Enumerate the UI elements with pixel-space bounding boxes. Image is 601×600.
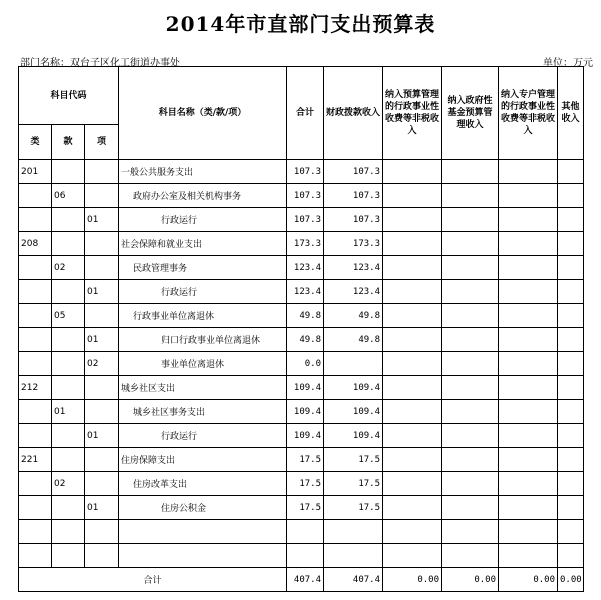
subject-name: 行政事业单位离退休 xyxy=(119,304,287,328)
header-total: 合计 xyxy=(287,67,324,160)
header-fiscal: 财政拨款收入 xyxy=(324,67,383,160)
total-value: 0.0 xyxy=(287,352,324,376)
header-col5: 纳入专户管理的行政事业性收费等非税收入 xyxy=(499,67,558,160)
code-kuan xyxy=(52,520,85,544)
code-xiang xyxy=(85,544,119,568)
col5-value xyxy=(499,400,558,424)
code-lei xyxy=(19,544,52,568)
header-xiang: 项 xyxy=(85,125,119,160)
total-value: 107.3 xyxy=(287,160,324,184)
col6-value xyxy=(558,328,584,352)
table-row xyxy=(19,424,584,448)
col5-value xyxy=(499,328,558,352)
fiscal-value: 49.8 xyxy=(324,328,383,352)
col5-value xyxy=(499,208,558,232)
subject-name: 行政运行 xyxy=(119,208,287,232)
col3-value xyxy=(383,496,442,520)
subject-name: 住房保障支出 xyxy=(119,448,287,472)
code-kuan xyxy=(52,496,85,520)
subject-name: 归口行政事业单位离退休 xyxy=(119,328,287,352)
col3-value xyxy=(383,424,442,448)
col3-value xyxy=(383,280,442,304)
total-value: 109.4 xyxy=(287,376,324,400)
col5-value xyxy=(499,496,558,520)
budget-table xyxy=(18,66,584,592)
subject-name xyxy=(119,544,287,568)
code-xiang: 01 xyxy=(85,424,119,448)
subject-name: 城乡社区事务支出 xyxy=(119,400,287,424)
code-kuan xyxy=(52,424,85,448)
code-kuan xyxy=(52,328,85,352)
total-col6: 0.00 xyxy=(558,568,584,592)
header-kuan: 款 xyxy=(52,125,85,160)
code-xiang: 01 xyxy=(85,328,119,352)
col5-value xyxy=(499,280,558,304)
code-kuan xyxy=(52,208,85,232)
subject-name: 事业单位离退休 xyxy=(119,352,287,376)
col5-value xyxy=(499,544,558,568)
header-col4: 纳入政府性基金预算管理收入 xyxy=(442,67,499,160)
total-value: 17.5 xyxy=(287,448,324,472)
subject-name: 一般公共服务支出 xyxy=(119,160,287,184)
code-lei xyxy=(19,400,52,424)
fiscal-value xyxy=(324,544,383,568)
total-value: 109.4 xyxy=(287,400,324,424)
col6-value xyxy=(558,496,584,520)
code-xiang xyxy=(85,184,119,208)
col6-value xyxy=(558,160,584,184)
unit-label: 单位：万元 xyxy=(543,58,593,69)
col4-value xyxy=(442,160,499,184)
col4-value xyxy=(442,304,499,328)
col4-value xyxy=(442,376,499,400)
subject-name: 城乡社区支出 xyxy=(119,376,287,400)
fiscal-value: 107.3 xyxy=(324,184,383,208)
total-col3: 0.00 xyxy=(383,568,442,592)
col5-value xyxy=(499,520,558,544)
fiscal-value xyxy=(324,352,383,376)
total-value: 49.8 xyxy=(287,304,324,328)
col3-value xyxy=(383,208,442,232)
table-row xyxy=(19,496,584,520)
col4-value xyxy=(442,400,499,424)
col6-value xyxy=(558,424,584,448)
col3-value xyxy=(383,448,442,472)
total-value: 107.3 xyxy=(287,184,324,208)
code-lei: 212 xyxy=(19,376,52,400)
fiscal-value: 109.4 xyxy=(324,424,383,448)
code-xiang: 01 xyxy=(85,280,119,304)
code-lei xyxy=(19,328,52,352)
code-xiang xyxy=(85,520,119,544)
table-row xyxy=(19,256,584,280)
col4-value xyxy=(442,328,499,352)
col5-value xyxy=(499,376,558,400)
col6-value xyxy=(558,304,584,328)
subject-name: 住房公积金 xyxy=(119,496,287,520)
fiscal-value: 109.4 xyxy=(324,376,383,400)
fiscal-value: 17.5 xyxy=(324,496,383,520)
fiscal-value: 107.3 xyxy=(324,208,383,232)
col3-value xyxy=(383,328,442,352)
col3-value xyxy=(383,304,442,328)
header-name: 科目名称（类/款/项） xyxy=(119,67,287,160)
fiscal-value: 49.8 xyxy=(324,304,383,328)
col5-value xyxy=(499,304,558,328)
total-value: 109.4 xyxy=(287,424,324,448)
col3-value xyxy=(383,160,442,184)
col5-value xyxy=(499,448,558,472)
table-row xyxy=(19,472,584,496)
col3-value xyxy=(383,544,442,568)
total-value xyxy=(287,544,324,568)
code-lei xyxy=(19,424,52,448)
code-kuan xyxy=(52,280,85,304)
subject-name: 住房改革支出 xyxy=(119,472,287,496)
header-lei: 类 xyxy=(19,125,52,160)
col4-value xyxy=(442,352,499,376)
code-lei xyxy=(19,520,52,544)
page-title: 2014年市直部门支出预算表 xyxy=(165,12,436,36)
table-row xyxy=(19,304,584,328)
code-kuan: 02 xyxy=(52,472,85,496)
col4-value xyxy=(442,472,499,496)
code-lei xyxy=(19,352,52,376)
total-value: 123.4 xyxy=(287,256,324,280)
table-row xyxy=(19,208,584,232)
fiscal-value: 17.5 xyxy=(324,472,383,496)
code-lei: 201 xyxy=(19,160,52,184)
total-value: 173.3 xyxy=(287,232,324,256)
fiscal-value xyxy=(324,520,383,544)
code-kuan xyxy=(52,160,85,184)
col5-value xyxy=(499,160,558,184)
col6-value xyxy=(558,256,584,280)
col6-value xyxy=(558,544,584,568)
col5-value xyxy=(499,256,558,280)
code-lei xyxy=(19,208,52,232)
col4-value xyxy=(442,256,499,280)
col5-value xyxy=(499,472,558,496)
header-code: 科目代码 xyxy=(19,67,119,125)
col4-value xyxy=(442,184,499,208)
table-row xyxy=(19,400,584,424)
fiscal-value: 123.4 xyxy=(324,256,383,280)
code-xiang xyxy=(85,472,119,496)
col5-value xyxy=(499,352,558,376)
col3-value xyxy=(383,400,442,424)
total-value: 17.5 xyxy=(287,496,324,520)
col6-value xyxy=(558,184,584,208)
total-col5: 0.00 xyxy=(499,568,558,592)
department-name: 部门名称：双台子区化工街道办事处 xyxy=(20,58,180,69)
table-row xyxy=(19,184,584,208)
code-kuan xyxy=(52,376,85,400)
fiscal-value: 109.4 xyxy=(324,400,383,424)
subject-name: 行政运行 xyxy=(119,424,287,448)
total-value: 17.5 xyxy=(287,472,324,496)
fiscal-value: 107.3 xyxy=(324,160,383,184)
total-fiscal: 407.4 xyxy=(324,568,383,592)
col5-value xyxy=(499,424,558,448)
col6-value xyxy=(558,352,584,376)
col3-value xyxy=(383,184,442,208)
fiscal-value: 173.3 xyxy=(324,232,383,256)
col4-value xyxy=(442,544,499,568)
code-xiang xyxy=(85,400,119,424)
code-xiang xyxy=(85,376,119,400)
table-row xyxy=(19,448,584,472)
col6-value xyxy=(558,208,584,232)
code-xiang xyxy=(85,232,119,256)
total-value: 49.8 xyxy=(287,328,324,352)
col6-value xyxy=(558,472,584,496)
table-row xyxy=(19,280,584,304)
col6-value xyxy=(558,400,584,424)
total-total: 407.4 xyxy=(287,568,324,592)
total-value xyxy=(287,520,324,544)
col6-value xyxy=(558,520,584,544)
col3-value xyxy=(383,256,442,280)
code-kuan: 05 xyxy=(52,304,85,328)
col4-value xyxy=(442,448,499,472)
code-kuan xyxy=(52,232,85,256)
code-lei: 221 xyxy=(19,448,52,472)
total-value: 123.4 xyxy=(287,280,324,304)
subject-name: 行政运行 xyxy=(119,280,287,304)
code-lei xyxy=(19,280,52,304)
fiscal-value: 123.4 xyxy=(324,280,383,304)
col3-value xyxy=(383,232,442,256)
code-lei xyxy=(19,472,52,496)
header-col6: 其他收入 xyxy=(558,67,584,160)
col4-value xyxy=(442,280,499,304)
col3-value xyxy=(383,376,442,400)
code-xiang xyxy=(85,256,119,280)
col6-value xyxy=(558,280,584,304)
subject-name: 民政管理事务 xyxy=(119,256,287,280)
subject-name: 政府办公室及相关机构事务 xyxy=(119,184,287,208)
table-row xyxy=(19,160,584,184)
code-xiang: 01 xyxy=(85,496,119,520)
total-value: 107.3 xyxy=(287,208,324,232)
code-lei xyxy=(19,184,52,208)
code-xiang xyxy=(85,160,119,184)
col6-value xyxy=(558,376,584,400)
total-col4: 0.00 xyxy=(442,568,499,592)
col5-value xyxy=(499,232,558,256)
col3-value xyxy=(383,472,442,496)
table-row xyxy=(19,352,584,376)
code-xiang: 02 xyxy=(85,352,119,376)
col4-value xyxy=(442,232,499,256)
subject-name xyxy=(119,520,287,544)
col5-value xyxy=(499,184,558,208)
col4-value xyxy=(442,424,499,448)
header-col3: 纳入预算管理的行政事业性收费等非税收入 xyxy=(383,67,442,160)
col6-value xyxy=(558,448,584,472)
total-label: 合计 xyxy=(19,568,287,592)
code-kuan xyxy=(52,352,85,376)
code-xiang xyxy=(85,448,119,472)
code-kuan: 06 xyxy=(52,184,85,208)
code-kuan xyxy=(52,448,85,472)
subject-name: 社会保障和就业支出 xyxy=(119,232,287,256)
code-kuan: 02 xyxy=(52,256,85,280)
code-lei xyxy=(19,496,52,520)
code-lei xyxy=(19,256,52,280)
col4-value xyxy=(442,208,499,232)
table-row xyxy=(19,376,584,400)
code-lei: 208 xyxy=(19,232,52,256)
code-xiang xyxy=(85,304,119,328)
col6-value xyxy=(558,232,584,256)
table-row xyxy=(19,232,584,256)
fiscal-value: 17.5 xyxy=(324,448,383,472)
table-row xyxy=(19,520,584,544)
col4-value xyxy=(442,520,499,544)
code-lei xyxy=(19,304,52,328)
col3-value xyxy=(383,352,442,376)
code-xiang: 01 xyxy=(85,208,119,232)
code-kuan xyxy=(52,544,85,568)
col3-value xyxy=(383,520,442,544)
col4-value xyxy=(442,496,499,520)
table-row xyxy=(19,328,584,352)
table-row xyxy=(19,544,584,568)
code-kuan: 01 xyxy=(52,400,85,424)
